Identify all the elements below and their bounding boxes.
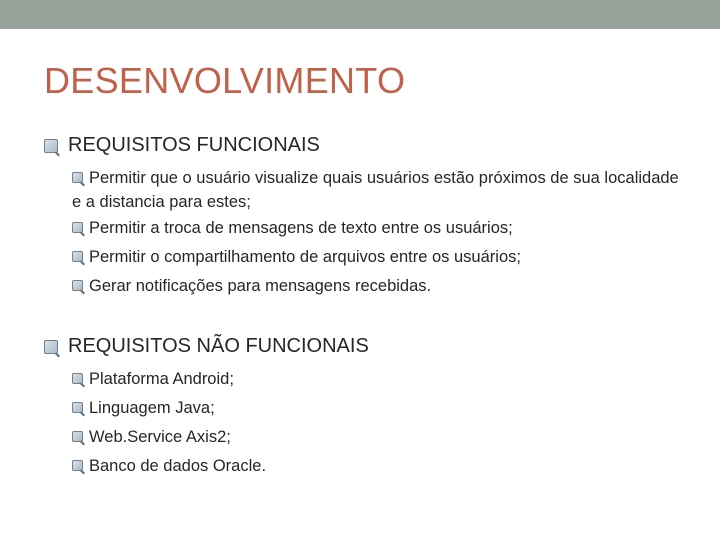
checkbox-bullet-icon — [72, 280, 83, 291]
checkbox-bullet-icon — [72, 402, 83, 413]
section-functional-requirements — [44, 134, 320, 157]
checkbox-bullet-icon — [72, 222, 83, 233]
section-heading: REQUISITOS NÃO FUNCIONAIS — [68, 335, 369, 357]
list-item — [72, 367, 234, 391]
section-nonfunctional-requirements — [44, 335, 369, 358]
list-item — [72, 216, 513, 240]
list-item — [72, 245, 521, 269]
checkbox-bullet-icon — [72, 431, 83, 442]
slide-title: DESENVOLVIMENTO — [44, 60, 406, 101]
checkbox-bullet-icon — [44, 139, 58, 153]
section-heading: REQUISITOS FUNCIONAIS — [68, 134, 320, 156]
list-item-text: Permitir que o usuário visualize quais usuários estão próximos de sua localidade e a distancia para estes; — [72, 169, 679, 211]
checkbox-bullet-icon — [72, 251, 83, 262]
list-item-text: Banco de dados Oracle. — [89, 457, 267, 475]
checkbox-bullet-icon — [72, 373, 83, 384]
list-item-text: Linguagem Java; — [89, 399, 215, 417]
list-item-text: Permitir a troca de mensagens de texto entre os usuários; — [89, 219, 513, 237]
list-item — [72, 396, 215, 420]
list-item — [72, 274, 431, 298]
list-item-text: Plataforma Android; — [89, 370, 234, 388]
list-item — [72, 166, 692, 214]
list-item-text: Permitir o compartilhamento de arquivos entre os usuários; — [89, 248, 521, 266]
list-item-text: Gerar notificações para mensagens recebidas. — [89, 277, 432, 295]
checkbox-bullet-icon — [44, 340, 58, 354]
checkbox-bullet-icon — [72, 172, 83, 183]
list-item — [72, 425, 231, 449]
checkbox-bullet-icon — [72, 460, 83, 471]
list-item-text: Web.Service Axis2; — [89, 428, 231, 446]
top-accent-bar — [0, 0, 720, 29]
list-item — [72, 454, 266, 478]
